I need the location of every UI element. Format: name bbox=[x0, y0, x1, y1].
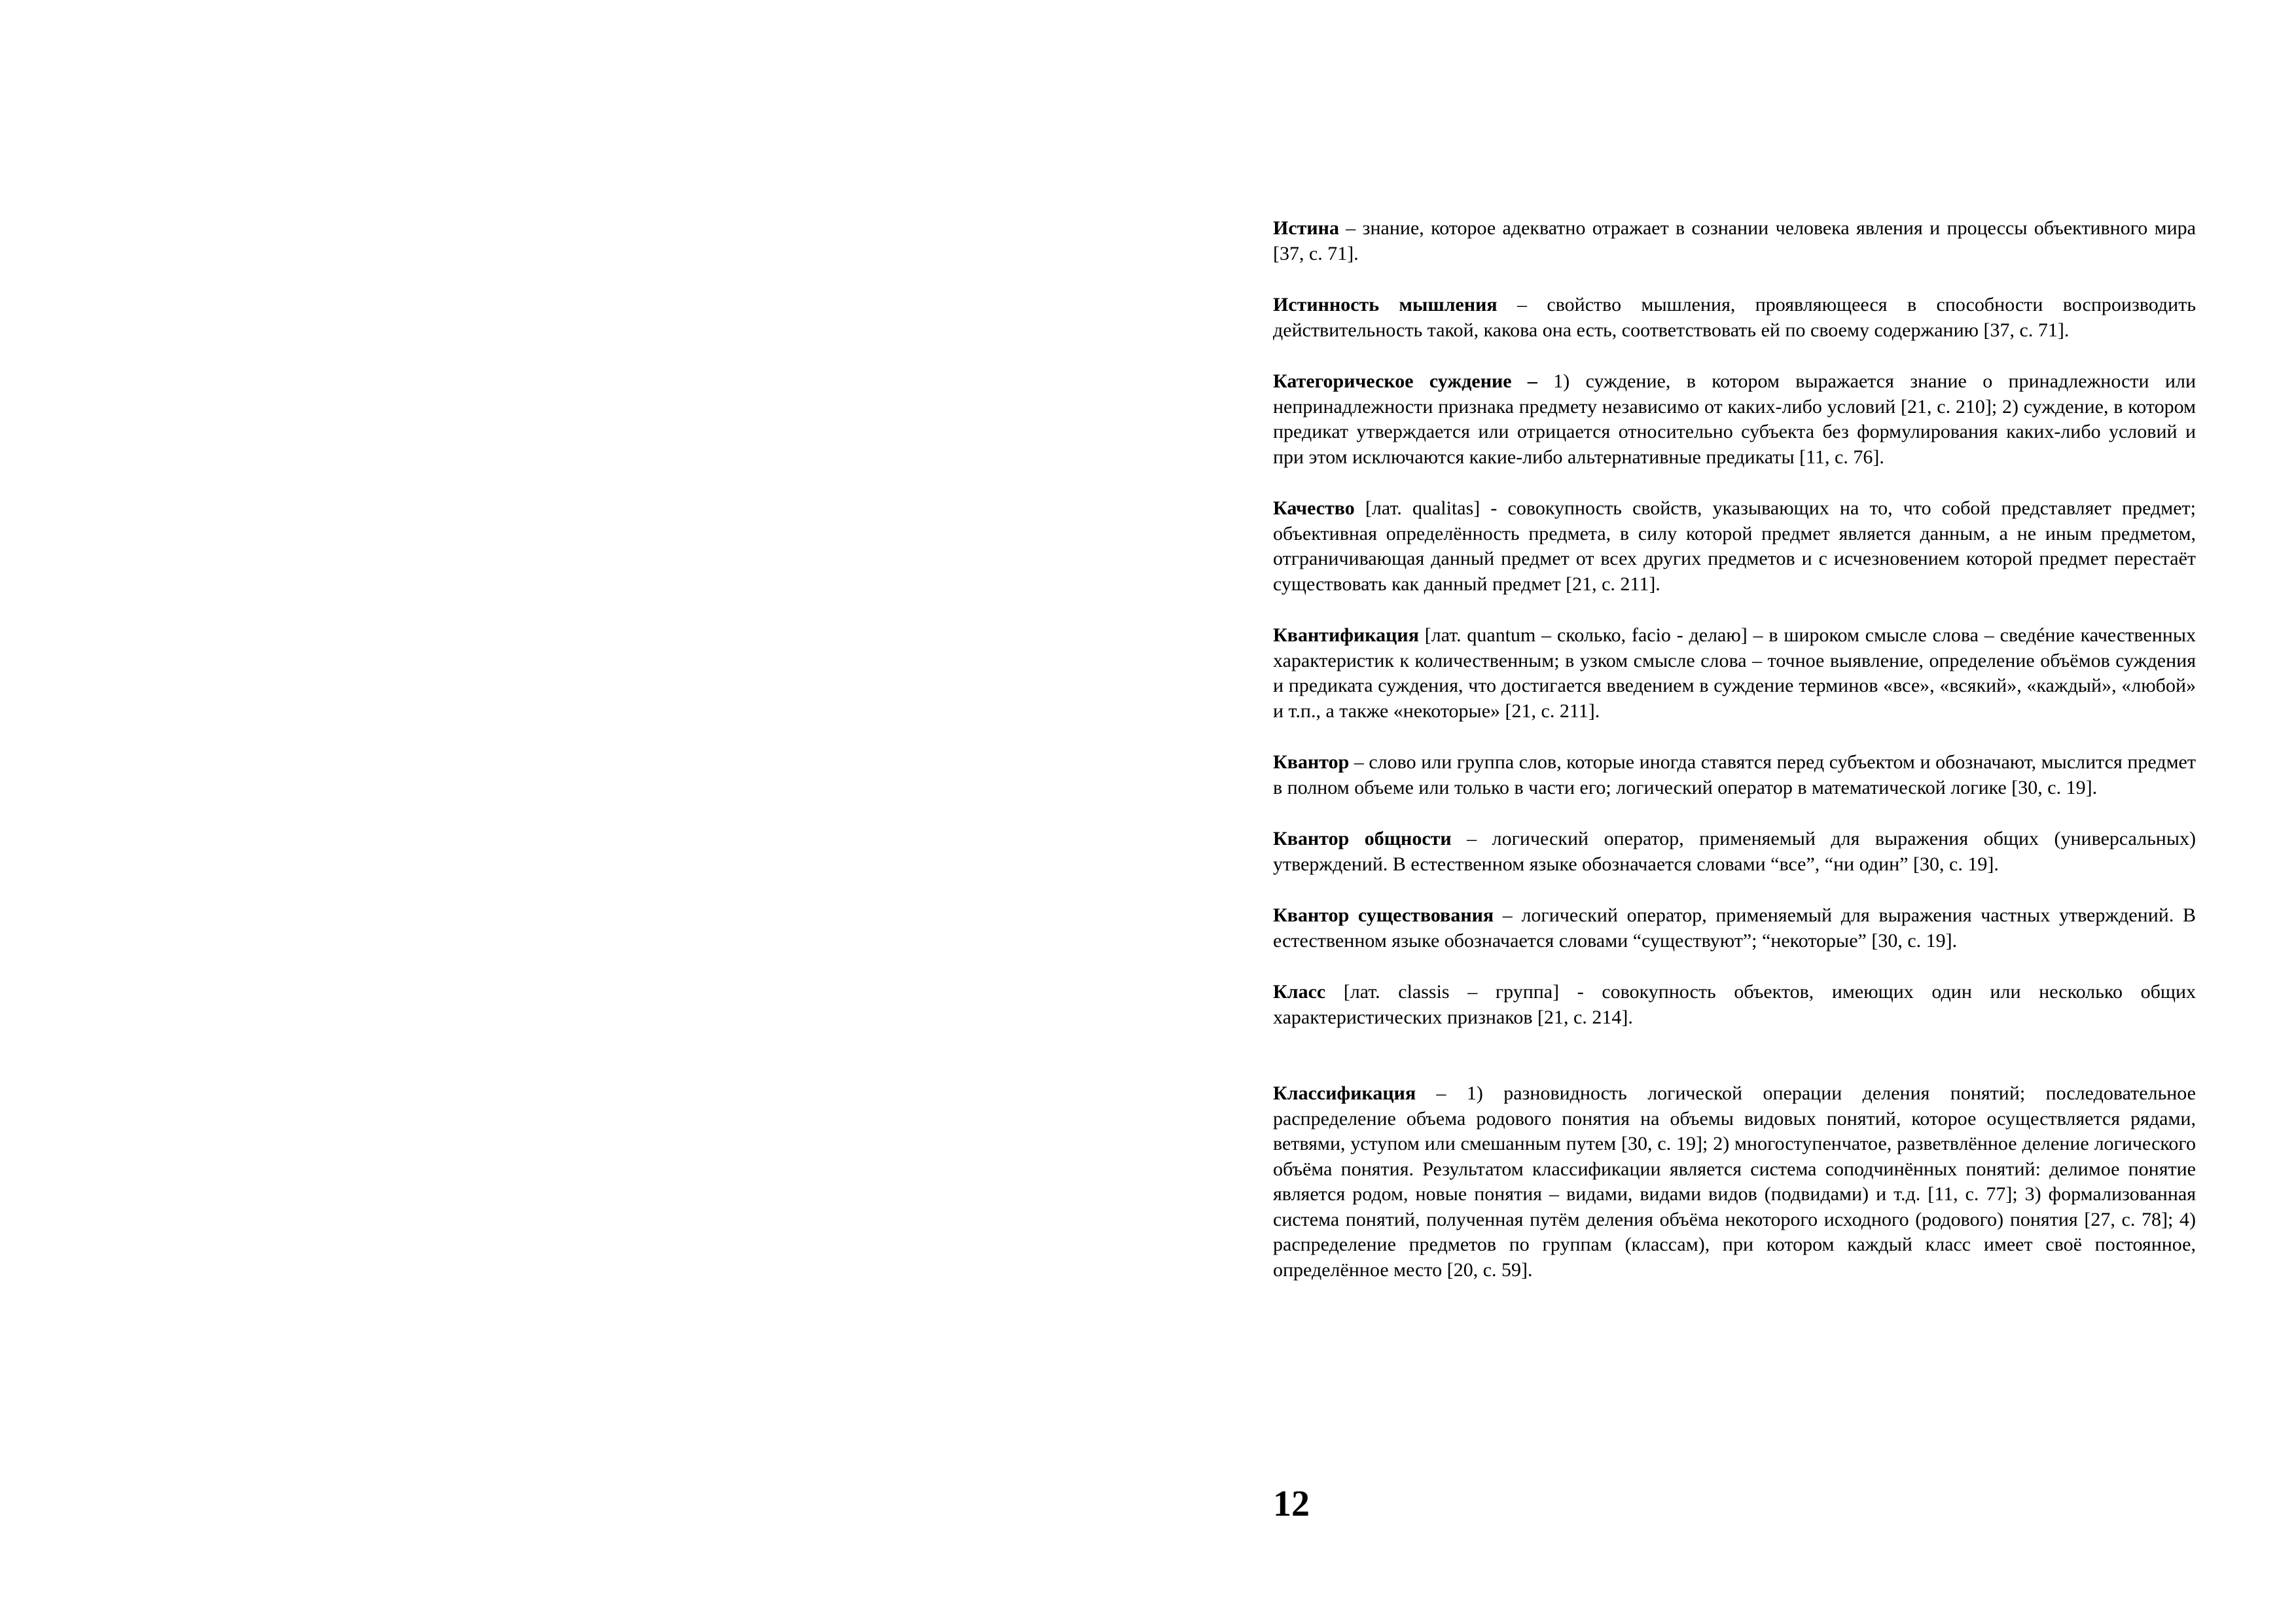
entry-term: Класс bbox=[1273, 981, 1326, 1003]
entry-term: Классификация bbox=[1273, 1082, 1416, 1104]
entry-term: Квантор общности bbox=[1273, 828, 1452, 849]
glossary-entry-kvantor-obshchnosti bbox=[1273, 827, 2196, 877]
glossary-entry-klassifikatsiya bbox=[1273, 1081, 2196, 1283]
entry-term: Качество bbox=[1273, 497, 1355, 519]
entry-definition: – логический оператор, применяемый для выражения общих (универсальных) утверждений. В естественном языке обозначается словами “все”, “ни один” [30, с. 19]. bbox=[1273, 828, 2196, 875]
glossary-entry-kvantor-sushchestvovaniya bbox=[1273, 903, 2196, 954]
glossary-entry-istina bbox=[1273, 216, 2196, 266]
entry-definition: [лат. quantum – сколько, facio - делаю] – в широком смысле слова – сведéние качественных характеристик к количественным; в узком смысле слова – точное выявление, определение объёмов суждения и предиката суждения, что достигается введением в суждение терминов «все», «всякий», «каждый», «любой» и т.п., а также «некоторые» [21, с. 211]. bbox=[1273, 624, 2196, 722]
entry-term: Категорическое суждение – bbox=[1273, 370, 1537, 392]
glossary-entry-kvantifikatsiya bbox=[1273, 623, 2196, 724]
glossary-entry-kategoricheskoe-suzhdenie bbox=[1273, 369, 2196, 470]
entry-definition: – знание, которое адекватно отражает в сознании человека явления и процессы объективного мира [37, с. 71]. bbox=[1273, 217, 2196, 264]
entry-term: Истина bbox=[1273, 217, 1339, 239]
entry-term: Квантор bbox=[1273, 751, 1350, 773]
entry-definition: – 1) разновидность логической операции деления понятий; последовательное распределение объема родового понятия на объемы видовых понятий, которое осуществляется рядами, ветвями, уступом или смешанным путем [30, с. 19]; 2) многоступенчатое, разветвлённое деление логического объёма понятия. Результатом классификации является система соподчинённых понятий: делимое понятие является родом, новые понятия – видами, видами видов (подвидами) и т.д. [11, с. 77]; 3) формализованная система понятий, полученная путём деления объёма некоторого исходного (родового) понятия [27, с. 78]; 4) распределение предметов по группам (классам), при котором каждый класс имеет своё постоянное, определённое место [20, с. 59]. bbox=[1273, 1082, 2196, 1281]
entry-definition: – слово или группа слов, которые иногда ставятся перед субъектом и обозначают, мыслится предмет в полном объеме или только в части его; логический оператор в математической логике [30, с. 19]. bbox=[1273, 751, 2196, 798]
entry-definition: [лат. qualitas] - совокупность свойств, указывающих на то, что собой представляет предмет; объективная определённость предмета, в силу которой предмет является данным, а не иным предметом, отграничивающая данный предмет от всех других предметов и с исчезновением которой предмет перестаёт существовать как данный предмет [21, с. 211]. bbox=[1273, 497, 2196, 595]
page-number: 12 bbox=[1273, 1484, 1310, 1524]
glossary-column bbox=[1273, 216, 2196, 1283]
entry-term: Истинность мышления bbox=[1273, 294, 1498, 315]
entry-definition: 1) суждение, в котором выражается знание о принадлежности или непринадлежности признака предмету независимо от каких-либо условий [21, с. 210]; 2) суждение, в котором предикат утверждается или отрицается относительно субъекта без формулирования каких-либо условий и при этом исключаются какие-либо альтернативные предикаты [11, с. 76]. bbox=[1273, 370, 2197, 468]
entry-term: Квантификация bbox=[1273, 624, 1419, 646]
glossary-entry-kvantor bbox=[1273, 750, 2196, 800]
entry-definition: [лат. classis – группа] - совокупность объектов, имеющих один или несколько общих характеристических признаков [21, с. 214]. bbox=[1273, 981, 2196, 1028]
entry-term: Квантор существования bbox=[1273, 904, 1494, 926]
glossary-entry-klass bbox=[1273, 980, 2196, 1030]
entry-definition: – логический оператор, применяемый для выражения частных утверждений. В естественном языке обозначается словами “существуют”; “некоторые” [30, с. 19]. bbox=[1273, 904, 2197, 952]
entry-definition: – свойство мышления, проявляющееся в способности воспроизводить действительность такой, какова она есть, соответствовать ей по своему содержанию [37, с. 71]. bbox=[1273, 294, 2196, 341]
glossary-entry-kachestvo bbox=[1273, 496, 2196, 597]
glossary-entry-istinnost-myshleniya bbox=[1273, 293, 2196, 343]
